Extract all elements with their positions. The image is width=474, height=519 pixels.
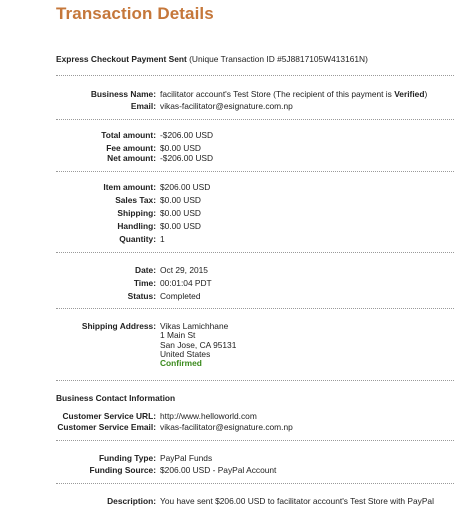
separator	[56, 483, 454, 484]
separator	[56, 440, 454, 441]
status-label: Status:	[127, 291, 156, 301]
description-value: You have sent $206.00 USD to facilitator account's Test Store with PayPal	[160, 496, 434, 506]
shipping-address-label: Shipping Address:	[81, 321, 156, 331]
funding-type-value: PayPal Funds	[160, 453, 213, 463]
separator	[56, 171, 454, 172]
business-name-value	[160, 89, 427, 99]
customer-service-url-label: Customer Service URL:	[62, 411, 156, 421]
business-email-value[interactable]: vikas-facilitator@esignature.com.np	[160, 101, 293, 111]
date-label: Date:	[135, 265, 156, 275]
description-label: Description:	[107, 496, 156, 506]
quantity-label: Quantity:	[119, 234, 156, 244]
sales-tax-value: $0.00 USD	[160, 195, 201, 205]
shipping-address-line3: San Jose, CA 95131	[160, 340, 237, 350]
funding-source-value: $206.00 USD - PayPal Account	[160, 465, 277, 475]
shipping-label: Shipping:	[117, 208, 156, 218]
shipping-address-line4: United States	[160, 349, 211, 359]
fee-amount-value: $0.00 USD	[160, 143, 201, 153]
transaction-id: (Unique Transaction ID #5J8817105W413161N)	[189, 54, 368, 64]
customer-service-email-label: Customer Service Email:	[57, 422, 156, 432]
time-value: 00:01:04 PDT	[160, 278, 212, 288]
shipping-value: $0.00 USD	[160, 208, 201, 218]
separator	[56, 252, 454, 253]
shipping-address-line2: 1 Main St	[160, 330, 196, 340]
quantity-value: 1	[160, 234, 165, 244]
total-amount-value: -$206.00 USD	[160, 130, 214, 140]
business-email-label: Email:	[130, 101, 156, 111]
shipping-address-line1: Vikas Lamichhane	[160, 321, 229, 331]
separator	[56, 308, 454, 309]
handling-label: Handling:	[117, 221, 156, 231]
fee-amount-label: Fee amount:	[106, 143, 156, 153]
time-label: Time:	[133, 278, 156, 288]
business-contact-title: Business Contact Information	[56, 393, 176, 403]
sales-tax-label: Sales Tax:	[115, 195, 156, 205]
payment-status-heading: Express Checkout Payment Sent	[56, 54, 187, 64]
handling-value: $0.00 USD	[160, 221, 201, 231]
verified-status: Verified	[394, 89, 425, 99]
customer-service-url-link[interactable]: http://www.helloworld.com	[160, 411, 257, 421]
customer-service-email-link[interactable]: vikas-facilitator@esignature.com.np	[160, 422, 293, 432]
net-amount-label: Net amount:	[107, 153, 156, 163]
item-amount-value: $206.00 USD	[160, 182, 211, 192]
address-confirmed-badge: Confirmed	[160, 358, 202, 368]
total-amount-label: Total amount:	[101, 130, 156, 140]
business-name-text: facilitator account's Test Store (The recipient of this payment is	[160, 89, 395, 99]
funding-source-label: Funding Source:	[89, 465, 156, 475]
separator	[56, 75, 454, 76]
page-title: Transaction Details	[56, 4, 214, 23]
separator	[56, 119, 454, 120]
date-value: Oct 29, 2015	[160, 265, 208, 275]
net-amount-value: -$206.00 USD	[160, 153, 214, 163]
status-value: Completed	[160, 291, 201, 301]
funding-type-label: Funding Type:	[98, 453, 156, 463]
separator	[56, 380, 454, 381]
item-amount-label: Item amount:	[103, 182, 156, 192]
business-name-suffix: )	[424, 89, 428, 99]
transaction-header	[56, 54, 368, 64]
business-name-label: Business Name:	[90, 89, 156, 99]
